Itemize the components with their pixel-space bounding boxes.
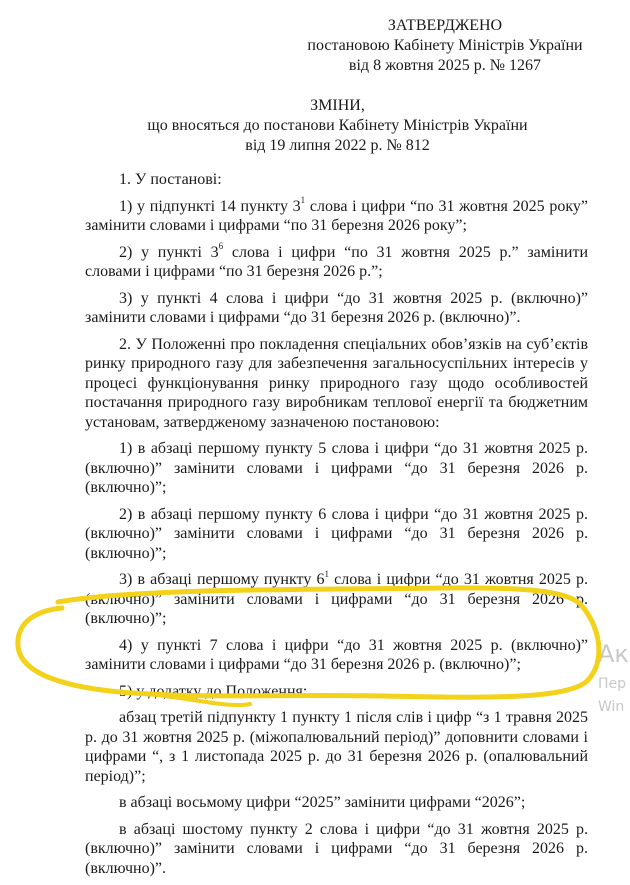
superscript: 6 bbox=[218, 241, 224, 252]
section-2-item-5-paragraph-1: абзац третій підпункту 1 пункту 1 після слів і цифр “з 1 травня 2025 р. до 31 жовтня 2025 р. (міжопалювальний період)” доповнити словами і цифрами “, з 1 листопада 2025 р. до 31 березня 2026 р. (опалювальний період)”; bbox=[85, 709, 588, 785]
approval-line-2: від 8 жовтня 2025 р. № 1267 bbox=[348, 57, 542, 74]
section-2-item-4: 4) у пункті 7 слова і цифри “до 31 жовтня 2025 р. (включно)” замінити словами і цифрами “до 31 березня 2026 р. (включно)”; bbox=[85, 636, 588, 673]
text-fragment: 2) у пункті 3 bbox=[119, 243, 219, 261]
section-1-intro: 1. У постанові: bbox=[119, 171, 222, 188]
section-2-item-1: 1) в абзаці першому пункту 5 слова і цифри “до 31 жовтня 2025 р. (включно)” замінити словами і цифрами “до 31 березня 2026 р. (включно)”; bbox=[85, 440, 588, 496]
text-fragment: слова і цифри “до 31 жовтня 2025 р. (включно)” замінити словами і цифрами “до 31 березня 2026 р. (включно)”; bbox=[85, 571, 589, 627]
approval-line-1: постановою Кабінету Міністрів України bbox=[307, 37, 583, 54]
title-line-1: що вносяться до постанови Кабінету Міністрів України bbox=[147, 117, 528, 134]
section-2-item-2: 2) в абзаці першому пункту 6 слова і цифри “до 31 жовтня 2025 р. (включно)” замінити словами і цифрами “до 31 березня 2026 р. (включно)”; bbox=[85, 505, 588, 562]
title-heading: ЗМІНИ, bbox=[310, 97, 365, 114]
document-body bbox=[85, 170, 588, 885]
section-2-item-5-paragraph-3: в абзаці шостому пункту 2 слова і цифри “до 31 жовтня 2025 р. (включно)” замінити словами і цифрами “до 31 березня 2026 р. (включно)”. bbox=[85, 820, 588, 877]
text-fragment: 1) у підпункті 14 пункту 3 bbox=[119, 197, 301, 215]
activation-watermark-line-2: Пер bbox=[598, 676, 627, 692]
section-2-item-5-paragraph-2: в абзаці восьмому цифри “2025” замінити цифрами “2026”; bbox=[119, 794, 526, 811]
text-fragment: слова і цифри “по 31 жовтня 2025 року” замінити словами і цифрами “по 31 березня 2026 року”; bbox=[85, 197, 588, 234]
document-title bbox=[85, 96, 590, 156]
activation-watermark-line-3: Win bbox=[598, 699, 625, 715]
section-1-item-3: 3) у пункті 4 слова і цифри “до 31 жовтня 2025 р. (включно)” замінити словами і цифрами “до 31 березня 2026 р. (включно)”. bbox=[85, 289, 588, 326]
activation-watermark-line-1: Ак bbox=[598, 640, 629, 668]
title-line-2: від 19 липня 2022 р. № 812 bbox=[245, 137, 430, 154]
section-2-item-5: 5) у додатку до Положення: bbox=[119, 682, 308, 700]
superscript: 1 bbox=[324, 568, 329, 579]
approval-heading: ЗАТВЕРДЖЕНО bbox=[387, 17, 503, 34]
text-fragment: 3) в абзаці першому пункту 6 bbox=[119, 571, 325, 588]
approval-stamp bbox=[300, 16, 590, 76]
section-1-item-1 bbox=[85, 197, 588, 236]
section-1-item-2 bbox=[85, 243, 588, 282]
superscript: 1 bbox=[300, 195, 306, 206]
section-2-item-3 bbox=[85, 570, 588, 629]
section-2-intro: 2. У Положенні про покладення спеціальних обов’язків на суб’єктів ринку природного газу для забезпечення загальносуспільних інтересів у процесі функціонування ринку природного газу щодо особливостей постачання природного газу виробникам теплової енергії та бюджетним установам, затвердженому зазначеною постановою: bbox=[85, 335, 588, 431]
text-fragment: слова і цифри “по 31 жовтня 2025 р.” замінити словами і цифрами “по 31 березня 2026 р.”; bbox=[85, 243, 589, 280]
